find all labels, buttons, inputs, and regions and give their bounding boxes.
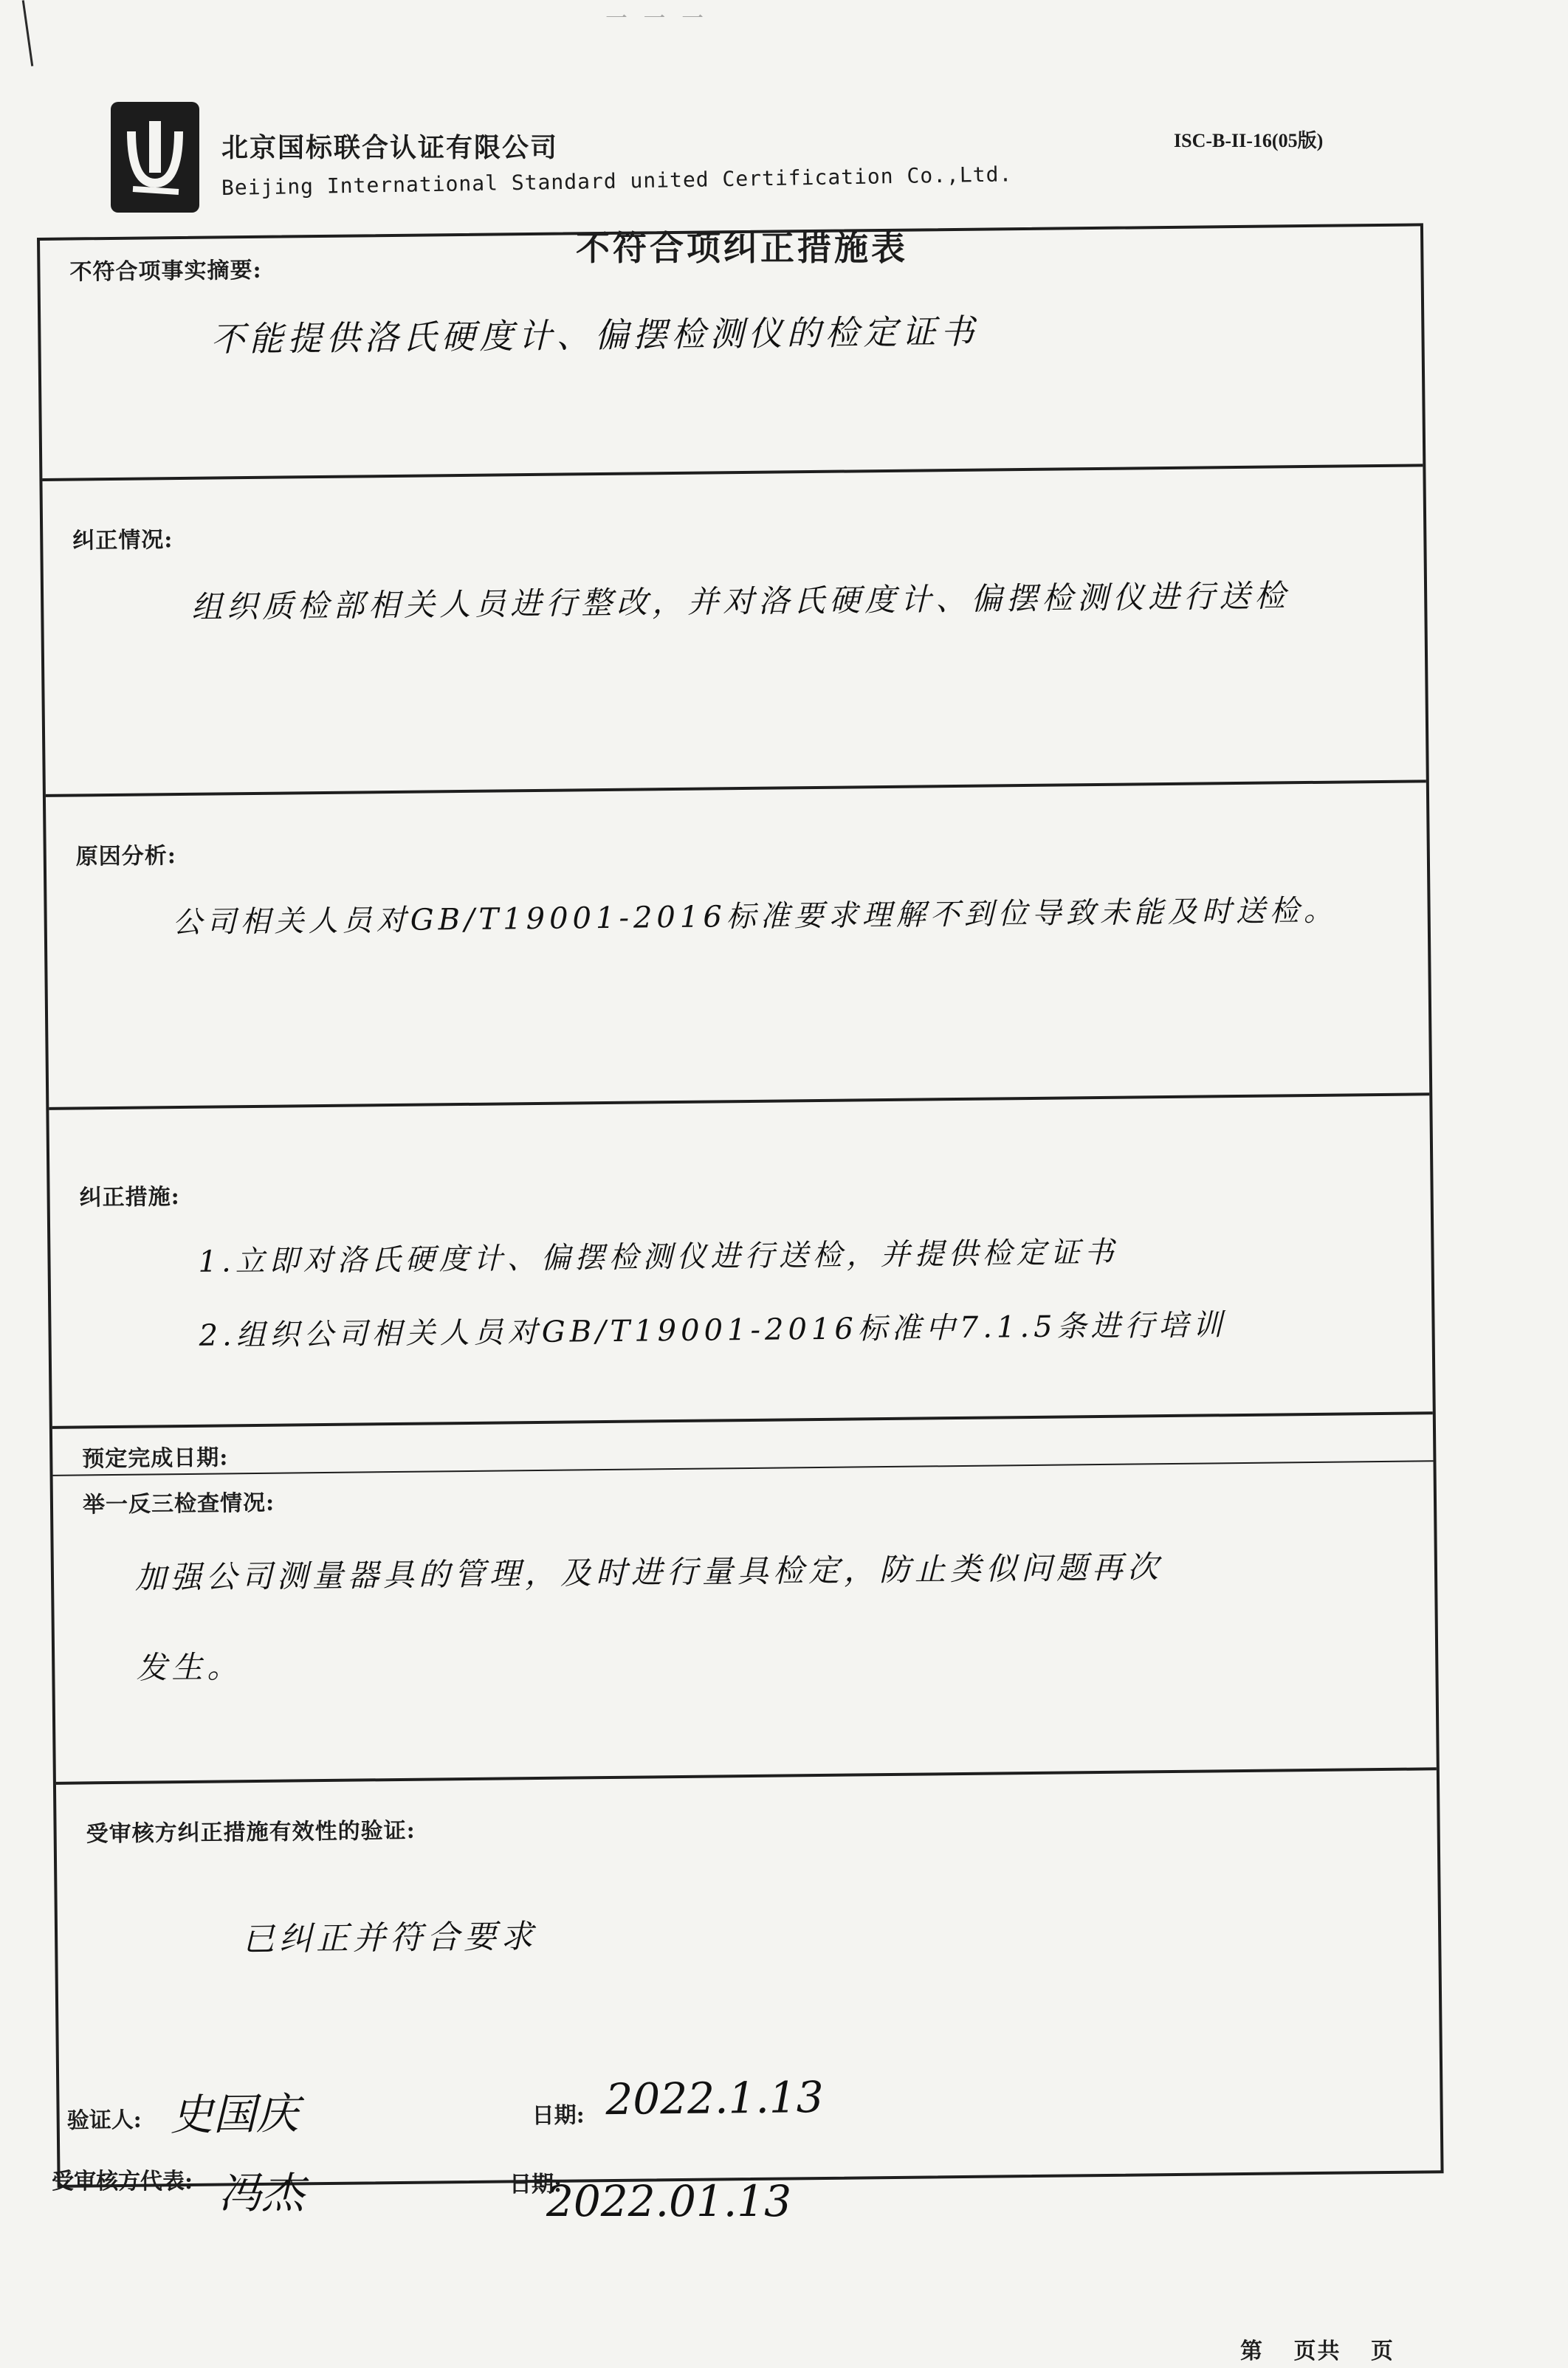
verification-content: 已纠正并符合要求: [241, 1918, 538, 1959]
measures-item-2: 2.组织公司相关人员对GB/T19001-2016标准中7.1.5条进行培训: [199, 1308, 1227, 1353]
measures-item-1: 1.立即对洛氏硬度计、偏摆检测仪进行送检，并提供检定证书: [198, 1235, 1118, 1279]
page-counter: [1240, 2333, 1415, 2365]
section-cause: [46, 782, 1429, 1110]
section-verification: [56, 1770, 1441, 2185]
verifier-signature: 史国庆: [170, 2088, 300, 2141]
form-title: 不符合项纠正措施表: [576, 228, 908, 268]
nonconformity-label: 不符合项事实摘要:: [69, 257, 262, 286]
verifier-date: 2022.1.13: [605, 2071, 824, 2125]
company-name-en: Beijing International Standard united Certification Co.,Ltd.: [221, 162, 1013, 200]
auditee-label: 受审核方代表:: [52, 2169, 193, 2195]
company-name-cn: 北京国标联合认证有限公司: [221, 132, 559, 163]
verifier-label: 验证人:: [66, 2107, 142, 2134]
cause-content: 公司相关人员对GB/T19001-2016标准要求理解不到位导致未能及时送检。: [172, 893, 1338, 940]
extension-label: 举一反三检查情况:: [82, 1490, 275, 1518]
verifier-signature-row: [59, 2071, 1440, 2141]
section-nonconformity: [40, 226, 1423, 481]
form-table: [37, 223, 1444, 2188]
verification-label: 受审核方纠正措施有效性的验证:: [86, 1817, 416, 1848]
extension-line-1: 加强公司测量器具的管理，及时进行量具检定，防止类似问题再次: [134, 1549, 1163, 1596]
letterhead: [111, 94, 1440, 227]
due-date-label: 预定完成日期:: [82, 1445, 229, 1473]
cause-label: 原因分析:: [75, 843, 177, 870]
auditee-date-label: 日期:: [509, 2172, 563, 2197]
auditee-date: 2022.01.13: [546, 2176, 792, 2226]
edge-scan-mark: [22, 0, 33, 66]
pages-label: 页: [1370, 2338, 1395, 2364]
form-code: ISC-B-II-16(05版): [1174, 130, 1324, 151]
bleed-through-scrawl: 一 一 一: [605, 6, 709, 32]
section-correction: [42, 467, 1426, 797]
correction-content: 组织质检部相关人员进行整改，并对洛氏硬度计、偏摆检测仪进行送检: [190, 577, 1290, 625]
verifier-date-label: 日期:: [532, 2102, 585, 2130]
of-label: 页共: [1293, 2338, 1341, 2364]
correction-label: 纠正情况:: [72, 527, 173, 554]
measures-label: 纠正措施:: [79, 1184, 180, 1211]
section-measures: [49, 1095, 1432, 1429]
section-extension: [53, 1462, 1437, 1785]
auditee-signature: 冯杰: [219, 2168, 305, 2218]
page-label: 第: [1240, 2338, 1264, 2364]
extension-line-2: 发生。: [136, 1648, 243, 1686]
nonconformity-content: 不能提供洛氏硬度计、偏摆检测仪的检定证书: [210, 311, 979, 359]
company-logo-icon: [111, 102, 199, 213]
